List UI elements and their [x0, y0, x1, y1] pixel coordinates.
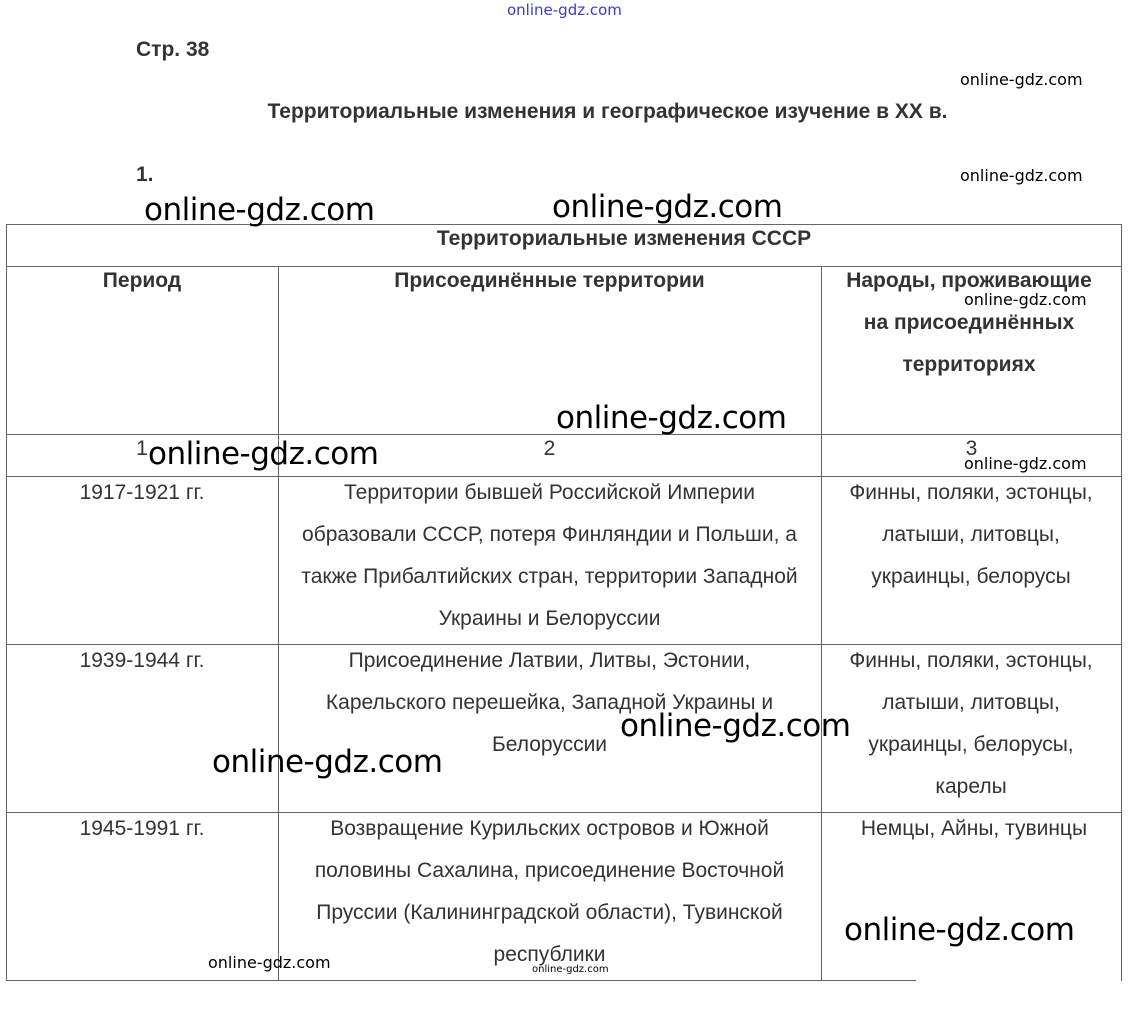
row-3-peoples: Немцы, Айны, тувинцы [860, 817, 1088, 840]
column-number-1: 1 [136, 437, 148, 460]
territorial-changes-table [6, 224, 1122, 981]
column-number-3: 3 [965, 437, 978, 460]
watermark: online-gdz.com [620, 708, 851, 744]
row-1-period: 1917-1921 гг. [79, 481, 205, 504]
row-3-period: 1945-1991 гг. [79, 817, 205, 840]
watermark: online-gdz.com [964, 290, 1087, 309]
section-title: Территориальные изменения и географическое изучение в XX в. [267, 100, 948, 123]
row-3-territories: Возвращение Курильских островов и Южной половины Сахалина, присоединение Восточной Пруссии (Калининградской области), Тувинской республики [314, 817, 785, 966]
watermark: online-gdz.com [960, 166, 1083, 185]
watermark: online-gdz.com [556, 400, 787, 436]
row-2-peoples: Финны, поляки, эстонцы, латыши, литовцы, украинцы, белорусы, карелы [849, 649, 1093, 798]
watermark: online-gdz.com [552, 189, 783, 225]
row-1-territories: Территории бывшей Российской Империи образовали СССР, потеря Финляндии и Польши, а также Прибалтийских стран, территории Западной Украины и Белоруссии [301, 481, 798, 630]
watermark: online-gdz.com [960, 70, 1083, 89]
watermark: online-gdz.com [532, 964, 609, 975]
header-peoples: Народы, проживающие на присоединённых территориях [846, 269, 1092, 376]
watermark: online-gdz.com [148, 436, 379, 472]
table-title: Территориальные изменения СССР [436, 227, 812, 250]
watermark: online-gdz.com [208, 953, 331, 972]
watermark-top: online-gdz.com [507, 1, 622, 19]
header-territories: Присоединённые территории [394, 269, 705, 292]
page-number: Стр. 38 [136, 38, 210, 61]
row-1-peoples: Финны, поляки, эстонцы, латыши, литовцы, украинцы, белорусы [849, 481, 1093, 588]
watermark: online-gdz.com [844, 912, 1075, 948]
row-2-period: 1939-1944 гг. [79, 649, 205, 672]
watermark: online-gdz.com [964, 454, 1087, 473]
watermark: online-gdz.com [144, 192, 375, 228]
watermark: online-gdz.com [212, 744, 443, 780]
task-number: 1. [136, 163, 154, 186]
column-number-2: 2 [543, 437, 556, 460]
header-period: Период [102, 269, 182, 292]
row-2-territories: Присоединение Латвии, Литвы, Эстонии, Карельского перешейка, Западной Украины и Белоруссии [325, 649, 774, 756]
